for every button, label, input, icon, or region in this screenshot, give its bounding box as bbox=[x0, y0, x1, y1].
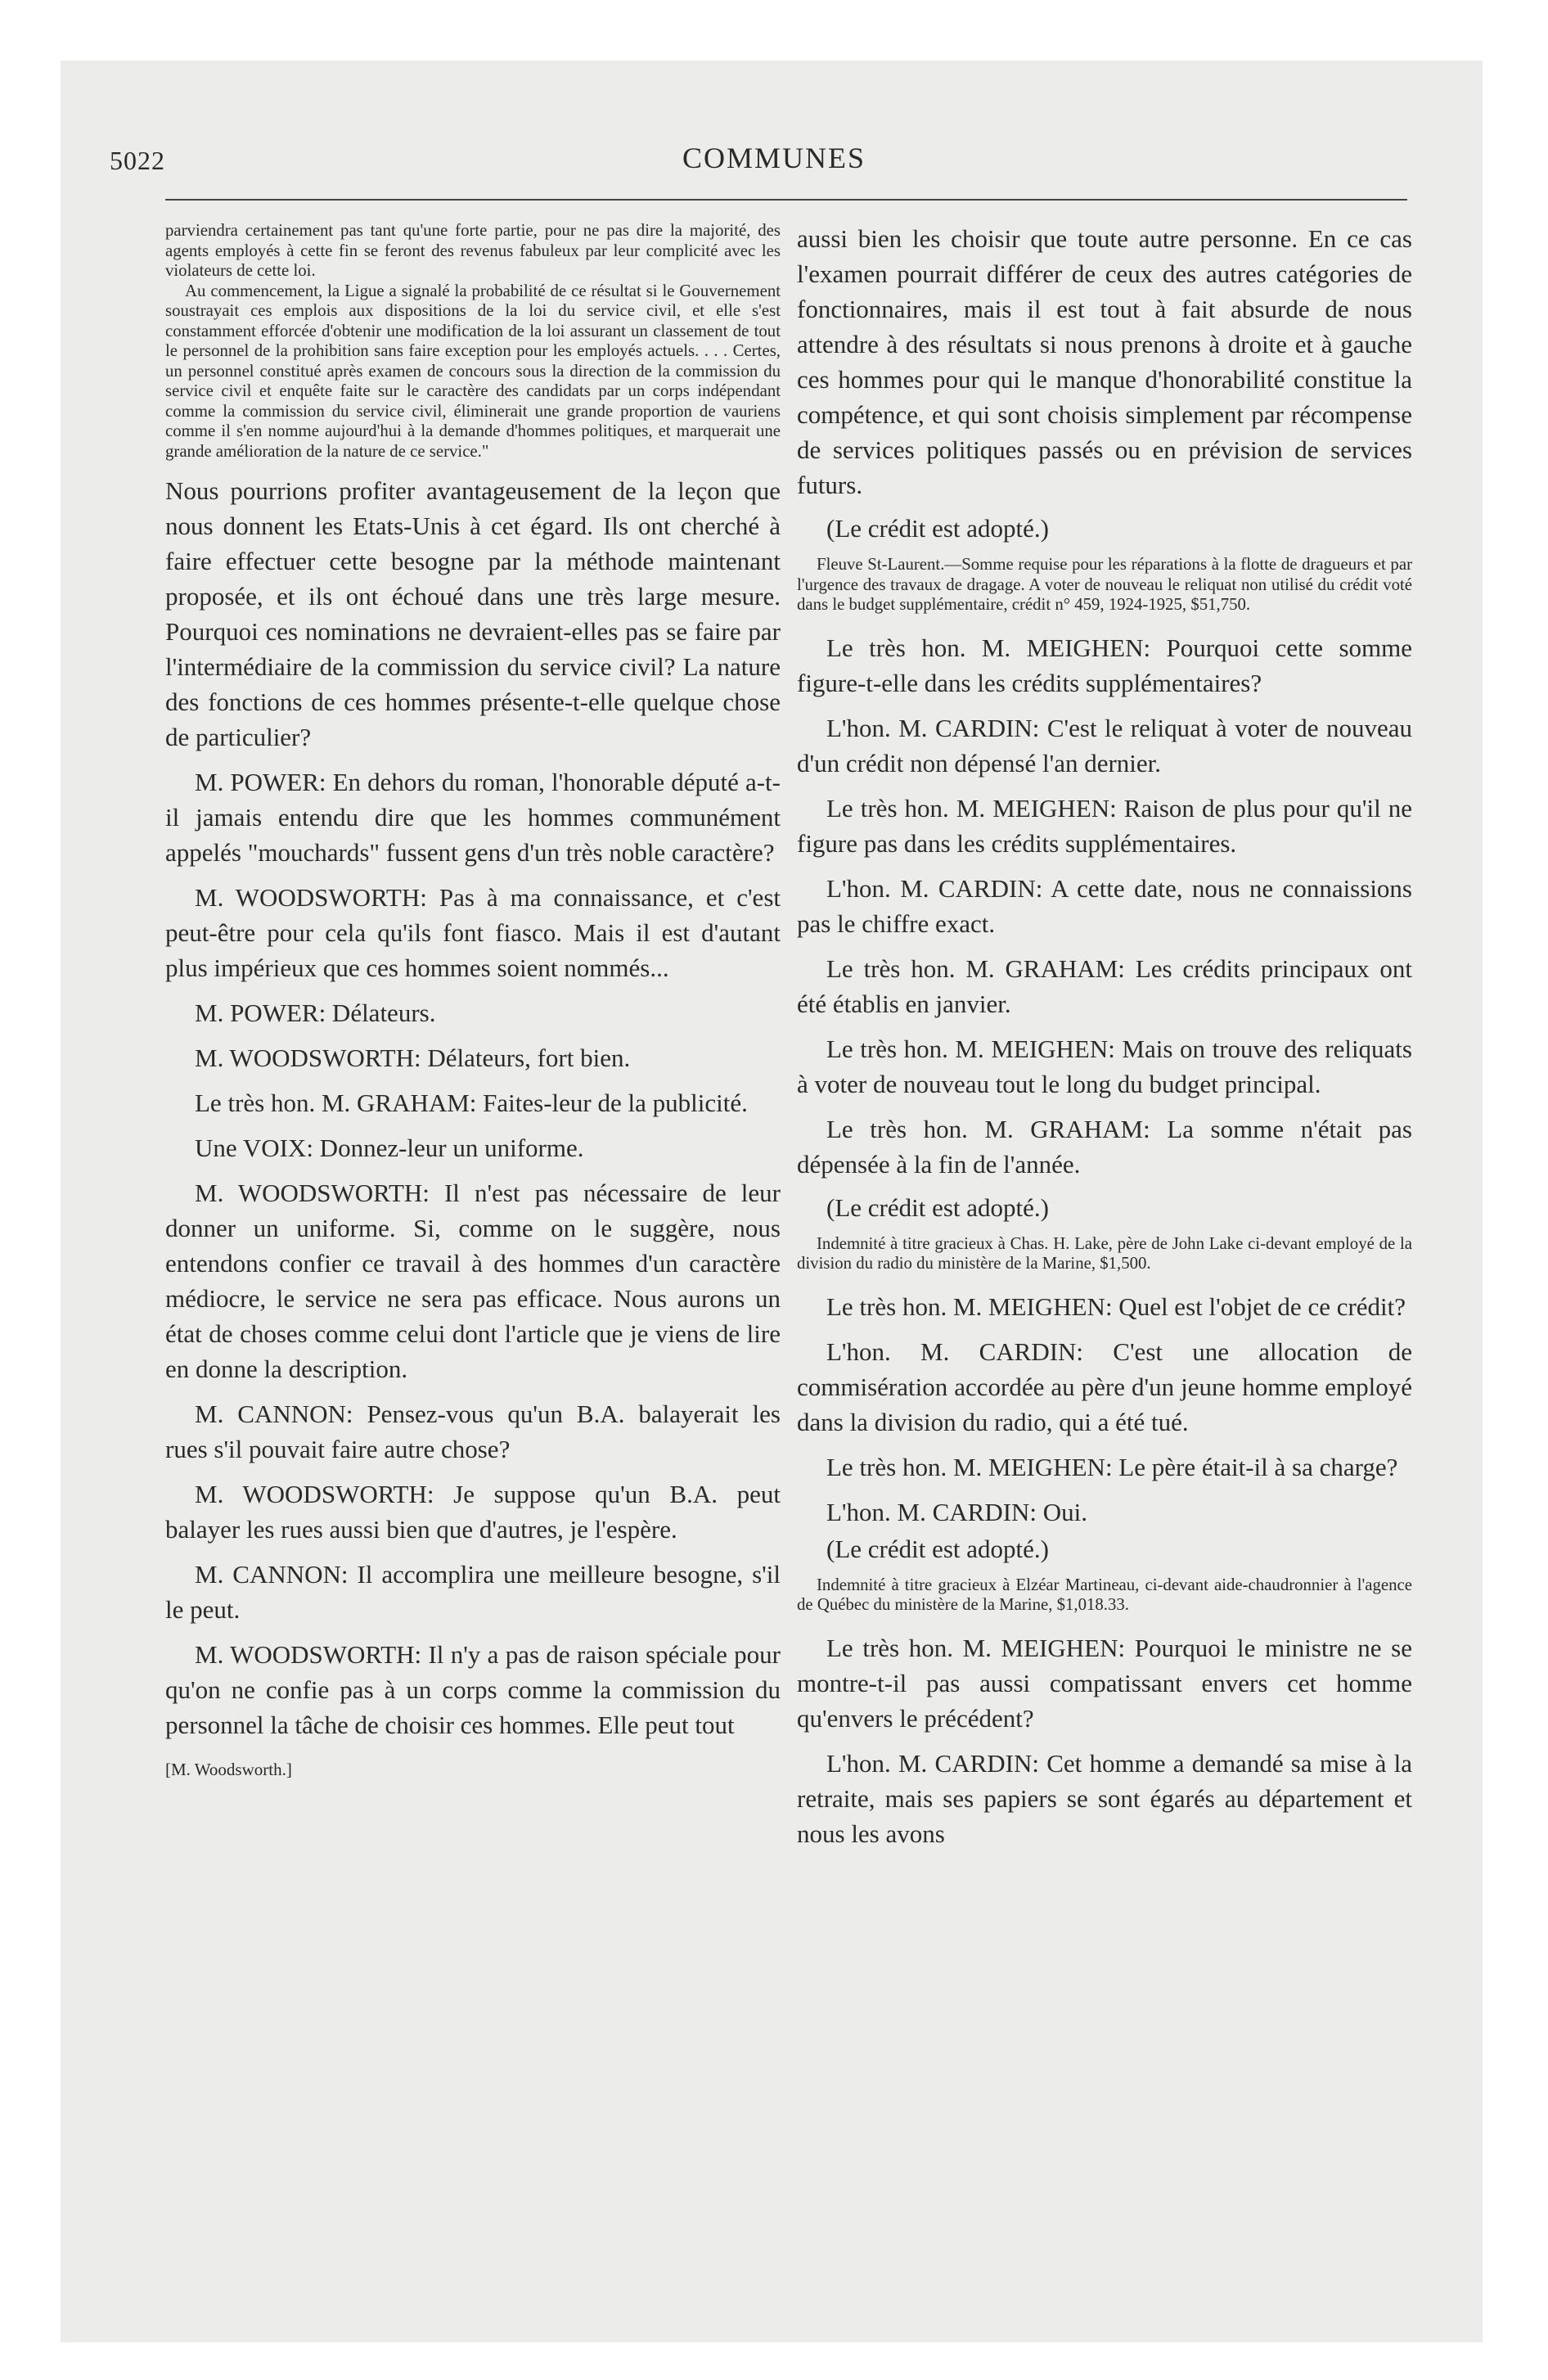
speech-paragraph: M. POWER: En dehors du roman, l'honorable député a-t-il jamais entendu dire que les hommes communément appelés "mouchards" fussent gens d'un très noble caractère? bbox=[165, 768, 781, 867]
page-header-title: COMMUNES bbox=[682, 142, 866, 174]
speech-paragraph: Le très hon. M. MEIGHEN: Quel est l'objet de ce crédit? bbox=[826, 1291, 1406, 1321]
speech-paragraph: M. POWER: Délateurs. bbox=[195, 998, 436, 1027]
header-rule bbox=[165, 199, 1407, 201]
speech-paragraph: aussi bien les choisir que toute autre personne. En ce cas l'examen pourrait différer de ceux des autres catégories de fonctionnaires, mais il est tout à fait absurde de nous attendre à des résultats si nous prenons à droite et à gauche ces hommes pour qui le manque d'honorabilité constitue la compétence, et qui sont choisis simplement par récompense de services politiques passés ou en prévision de services futurs. bbox=[797, 224, 1412, 499]
quote-paragraph: parviendra certainement pas tant qu'une forte partie, pour ne pas dire la majorité, des agents employés à cette fin se feront des revenus fabuleux par leur complicité avec les violateurs de cette loi. bbox=[165, 221, 781, 280]
speech-paragraph: L'hon. M. CARDIN: Oui. bbox=[826, 1497, 1088, 1526]
speaker-footer: [M. Woodsworth.] bbox=[165, 1760, 292, 1779]
speech-paragraph: Nous pourrions profiter avantageusement de la leçon que nous donnent les Etats-Unis à cet égard. Ils ont cherché à faire effectuer cette besogne par la méthode maintenant proposée, et ils ont échoué dans une très large mesure. Pourquoi ces nominations ne devraient-elles pas se faire par l'intermédiaire de la commission du service civil? La nature des fonctions de ces hommes présente-t-elle quelque chose de particulier? bbox=[165, 476, 781, 751]
speech-paragraph: M. WOODSWORTH: Délateurs, fort bien. bbox=[195, 1044, 631, 1072]
speech-paragraph: Le très hon. M. GRAHAM: Les crédits principaux ont été établis en janvier. bbox=[797, 953, 1412, 1018]
budget-item: Fleuve St-Laurent.—Somme requise pour les réparations à la flotte de dragueurs et par l'urgence des travaux de dragage. A voter de nouveau le reliquat non utilisé du crédit voté dans le budget supplémentaire, crédit n° 459, 1924-1925, $51,750. bbox=[797, 555, 1412, 614]
speech-paragraph: M. WOODSWORTH: Je suppose qu'un B.A. peut balayer les rues aussi bien que d'autres, je l'espère. bbox=[165, 1480, 781, 1544]
speech-paragraph: Le très hon. M. GRAHAM: La somme n'était pas dépensée à la fin de l'année. bbox=[797, 1114, 1412, 1179]
speech-paragraph: Une VOIX: Donnez-leur un uniforme. bbox=[195, 1134, 584, 1162]
quoted-passage bbox=[165, 221, 781, 462]
speech-paragraph: L'hon. M. CARDIN: C'est le reliquat à voter de nouveau d'un crédit non dépensé l'an dernier. bbox=[797, 713, 1412, 778]
vote-adopted: (Le crédit est adopté.) bbox=[826, 1192, 1049, 1222]
speech-paragraph: M. WOODSWORTH: Il n'est pas nécessaire de leur donner un uniforme. Si, comme on le suggère, nous entendons confier ce travail à des hommes d'un caractère médiocre, le service ne sera pas efficace. Nous aurons un état de choses comme celui dont l'article que je viens de lire en donne la description. bbox=[165, 1179, 781, 1383]
speech-paragraph: Le très hon. M. MEIGHEN: Pourquoi cette somme figure-t-elle dans les crédits supplémentaires? bbox=[797, 633, 1412, 697]
budget-item: Indemnité à titre gracieux à Chas. H. Lake, père de John Lake ci-devant employé de la division du radio du ministère de la Marine, $1,500. bbox=[797, 1233, 1412, 1273]
speech-paragraph: M. CANNON: Pensez-vous qu'un B.A. balayerait les rues s'il pouvait faire autre chose? bbox=[165, 1400, 781, 1463]
speech-paragraph: Le très hon. M. MEIGHEN: Mais on trouve des reliquats à voter de nouveau tout le long du budget principal. bbox=[797, 1034, 1412, 1098]
speech-paragraph: Le très hon. M. MEIGHEN: Raison de plus pour qu'il ne figure pas dans les crédits supplémentaires. bbox=[797, 793, 1412, 858]
speech-paragraph: Le très hon. M. MEIGHEN: Pourquoi le ministre ne se montre-t-il pas aussi compatissant envers cet homme qu'envers le précédent? bbox=[797, 1633, 1412, 1733]
speech-paragraph: L'hon. M. CARDIN: A cette date, nous ne connaissions pas le chiffre exact. bbox=[797, 873, 1412, 938]
vote-adopted: (Le crédit est adopté.) bbox=[826, 1534, 1049, 1563]
budget-item: Indemnité à titre gracieux à Elzéar Martineau, ci-devant aide-chaudronnier à l'agence de Québec du ministère de la Marine, $1,018.33. bbox=[797, 1575, 1412, 1614]
speech-paragraph: M. CANNON: Il accomplira une meilleure besogne, s'il le peut. bbox=[165, 1560, 781, 1624]
speech-paragraph: Le très hon. M. MEIGHEN: Le père était-il à sa charge? bbox=[826, 1452, 1398, 1481]
speech-paragraph: Le très hon. M. GRAHAM: Faites-leur de la publicité. bbox=[195, 1089, 748, 1117]
page-number: 5022 bbox=[110, 146, 165, 175]
vote-adopted: (Le crédit est adopté.) bbox=[826, 514, 1049, 543]
left-column bbox=[165, 221, 781, 1780]
speech-paragraph: M. WOODSWORTH: Pas à ma connaissance, et c'est peut-être pour cela qu'ils font fiasco. Mais il est d'autant plus impérieux que ces hommes soient nommés... bbox=[165, 883, 781, 982]
speech-paragraph: M. WOODSWORTH: Il n'y a pas de raison spéciale pour qu'on ne confie pas à un corps comme la commission du personnel la tâche de choisir ces hommes. Elle peut tout bbox=[165, 1640, 781, 1739]
speech-paragraph: L'hon. M. CARDIN: C'est une allocation de commisération accordée au père d'un jeune homme employé dans la division du radio, qui a été tué. bbox=[797, 1336, 1412, 1436]
right-column bbox=[797, 221, 1412, 1861]
quote-paragraph: Au commencement, la Ligue a signalé la probabilité de ce résultat si le Gouvernement soustrayait ces emplois aux dispositions de la loi du service civil, et elle s'est constamment efforcée d'obtenir une modification de la loi assurant un classement de tout le personnel de la prohibition sans faire exception pour les employés actuels. . . . Certes, un personnel constitué après examen de concours sous la direction de la commission du service civil et enquête faite sur le caractère des candidats par un corps indépendant comme la commission du service civil, éliminerait une grande proportion de vauriens comme il s'en nomme aujourd'hui à la demande d'hommes politiques, et marquerait une grande amélioration de la nature de ce service." bbox=[165, 281, 781, 461]
speech-paragraph: L'hon. M. CARDIN: Cet homme a demandé sa mise à la retraite, mais ses papiers se sont égarés au département et nous les avons bbox=[797, 1748, 1412, 1848]
